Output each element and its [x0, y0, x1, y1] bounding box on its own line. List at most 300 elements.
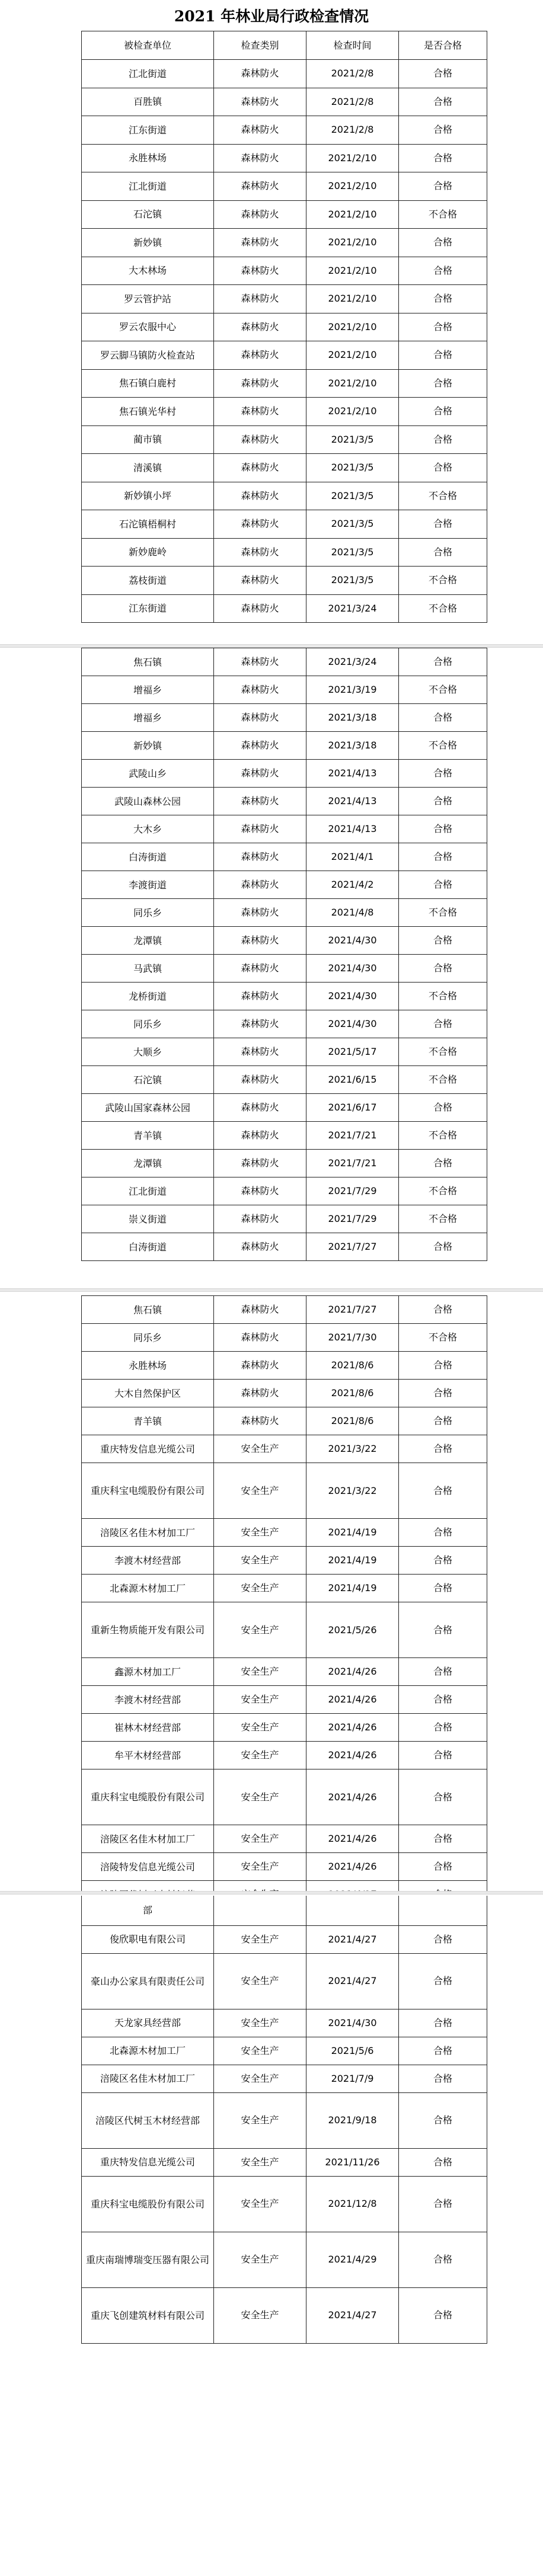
- cell-date: 2021/4/19: [306, 1575, 399, 1602]
- cell-category: 森林防火: [214, 1296, 306, 1324]
- cell-date: 2021/4/30: [306, 927, 399, 955]
- table-row: [82, 1233, 487, 1261]
- table-row: [82, 704, 487, 732]
- cell-date: 2021/4/8: [306, 899, 399, 927]
- cell-category: 森林防火: [214, 1038, 306, 1066]
- cell-category: 森林防火: [214, 341, 306, 370]
- table-row: [82, 594, 487, 623]
- table-row: [82, 676, 487, 704]
- cell-date: 2021/7/29: [306, 1177, 399, 1205]
- cell-result: 合格: [399, 341, 487, 370]
- cell-category: 森林防火: [214, 955, 306, 983]
- cell-date: 2021/7/27: [306, 1296, 399, 1324]
- table-row: [82, 1094, 487, 1122]
- cell-result: 不合格: [399, 1038, 487, 1066]
- cell-date: 2021/3/22: [306, 1463, 399, 1519]
- table-row: [82, 538, 487, 567]
- cell-result: 合格: [399, 1658, 487, 1686]
- table-row: [82, 144, 487, 172]
- table-row: [82, 927, 487, 955]
- table-row: [82, 2232, 487, 2287]
- table-row: [82, 1853, 487, 1881]
- table-row: [82, 510, 487, 539]
- cell-date: 2021/6/15: [306, 1066, 399, 1094]
- cell-date: 2021/3/18: [306, 732, 399, 760]
- cell-result: 不合格: [399, 983, 487, 1010]
- cell-unit: 江北街道: [82, 60, 214, 88]
- table-row: [82, 1296, 487, 1324]
- cell-unit: 涪陵区名佳木材加工厂: [82, 2065, 214, 2092]
- cell-result: 合格: [399, 2009, 487, 2037]
- cell-unit: 重庆科宝电缆股份有限公司: [82, 2176, 214, 2232]
- cell-unit: 重庆特发信息光缆公司: [82, 1435, 214, 1463]
- cell-unit: 重庆科宝电缆股份有限公司: [82, 1769, 214, 1825]
- cell-category: 森林防火: [214, 983, 306, 1010]
- cell-date: 2021/4/27: [306, 2287, 399, 2343]
- document-title: 2021 年林业局行政检查情况: [174, 8, 369, 25]
- table-row: [82, 1825, 487, 1853]
- cell-unit: 同乐乡: [82, 899, 214, 927]
- cell-result: 合格: [399, 425, 487, 454]
- table-row: [82, 285, 487, 313]
- cell-unit: 蔺市镇: [82, 425, 214, 454]
- cell-result: 合格: [399, 1435, 487, 1463]
- cell-result: 不合格: [399, 1324, 487, 1352]
- table-row: [82, 1575, 487, 1602]
- cell-category: 安全生产: [214, 2176, 306, 2232]
- cell-result: 不合格: [399, 200, 487, 229]
- table-row: [82, 1742, 487, 1769]
- cell-unit: 江北街道: [82, 172, 214, 201]
- cell-result: 合格: [399, 648, 487, 676]
- cell-result: 合格: [399, 1407, 487, 1435]
- table-row: [82, 313, 487, 341]
- cell-result: 合格: [399, 510, 487, 539]
- cell-date: 2021/4/2: [306, 871, 399, 899]
- cell-result: 合格: [399, 871, 487, 899]
- table-row: [82, 843, 487, 871]
- page-1: [0, 0, 543, 644]
- cell-date: 2021/12/8: [306, 2176, 399, 2232]
- cell-category: 安全生产: [214, 1769, 306, 1825]
- cell-date: 2021/2/10: [306, 172, 399, 201]
- cell-date: 2021/2/8: [306, 88, 399, 116]
- cell-category: 森林防火: [214, 648, 306, 676]
- cell-category: 森林防火: [214, 732, 306, 760]
- cell-category: 森林防火: [214, 257, 306, 285]
- cell-result: 合格: [399, 1296, 487, 1324]
- cell-unit: 增福乡: [82, 676, 214, 704]
- table-row: [82, 1769, 487, 1825]
- cell-result: 合格: [399, 1010, 487, 1038]
- cell-result: 合格: [399, 1714, 487, 1742]
- cell-unit: 崇义街道: [82, 1205, 214, 1233]
- cell-category: 森林防火: [214, 369, 306, 398]
- cell-result: 合格: [399, 398, 487, 426]
- table-row: [82, 983, 487, 1010]
- table-row: [82, 257, 487, 285]
- cell-category: 森林防火: [214, 567, 306, 595]
- cell-category: 安全生产: [214, 2287, 306, 2343]
- cell-date: 2021/6/17: [306, 1094, 399, 1122]
- table-row: [82, 1150, 487, 1177]
- table-row: [82, 1953, 487, 2009]
- cell-result: 合格: [399, 313, 487, 341]
- cell-date: 2021/3/5: [306, 510, 399, 539]
- cell-category: 森林防火: [214, 60, 306, 88]
- cell-unit: 李渡街道: [82, 871, 214, 899]
- table-row: [82, 60, 487, 88]
- cell-date: 2021/4/26: [306, 1658, 399, 1686]
- cell-result: 合格: [399, 172, 487, 201]
- table-row: [82, 1602, 487, 1658]
- cell-category: 安全生产: [214, 1658, 306, 1686]
- table-row: [82, 2176, 487, 2232]
- cell-date: 2021/2/8: [306, 116, 399, 145]
- page-2: [0, 648, 543, 1288]
- cell-unit: 李渡木材经营部: [82, 1547, 214, 1575]
- table-row: [82, 1519, 487, 1547]
- cell-result: 合格: [399, 1953, 487, 2009]
- cell-date: 2021/2/10: [306, 398, 399, 426]
- cell-date: 2021/4/1: [306, 843, 399, 871]
- cell-category: 森林防火: [214, 760, 306, 788]
- cell-result: 不合格: [399, 594, 487, 623]
- cell-category: 森林防火: [214, 313, 306, 341]
- cell-result: 不合格: [399, 1066, 487, 1094]
- cell-unit: 新妙鹿岭: [82, 538, 214, 567]
- cell-date: 2021/4/26: [306, 1686, 399, 1714]
- cell-unit: 白涛街道: [82, 843, 214, 871]
- table-row: [82, 1925, 487, 1953]
- cell-category: 森林防火: [214, 1233, 306, 1261]
- table-row: [82, 2037, 487, 2065]
- cell-date: 2021/7/29: [306, 1205, 399, 1233]
- table-row: [82, 732, 487, 760]
- cell-category: 森林防火: [214, 398, 306, 426]
- cell-unit: 永胜林场: [82, 144, 214, 172]
- cell-unit: 焦石镇光华村: [82, 398, 214, 426]
- cell-result: 合格: [399, 369, 487, 398]
- cell-category: 安全生产: [214, 1547, 306, 1575]
- cell-unit: 增福乡: [82, 704, 214, 732]
- cell-result: 合格: [399, 454, 487, 482]
- cell-category: 安全生产: [214, 2065, 306, 2092]
- cell-unit: 重庆科宝电缆股份有限公司: [82, 1463, 214, 1519]
- empty-cell: [399, 1896, 487, 1925]
- cell-unit: 重庆南瑞博瑞变压器有限公司: [82, 2232, 214, 2287]
- cell-category: 森林防火: [214, 1066, 306, 1094]
- cell-result: 合格: [399, 1853, 487, 1881]
- table-row: [82, 1352, 487, 1380]
- cell-result: 合格: [399, 1575, 487, 1602]
- cell-result: 不合格: [399, 1122, 487, 1150]
- cell-unit: 北森源木材加工厂: [82, 2037, 214, 2065]
- cell-unit: 涪陵区名佳木材加工厂: [82, 1519, 214, 1547]
- cell-date: 2021/3/18: [306, 704, 399, 732]
- cell-result: 合格: [399, 1925, 487, 1953]
- table-row: [82, 1714, 487, 1742]
- cell-unit: 武陵山乡: [82, 760, 214, 788]
- cell-date: 2021/4/13: [306, 760, 399, 788]
- cell-result: 合格: [399, 2287, 487, 2343]
- page-3: [0, 1292, 543, 1891]
- cell-date: 2021/4/27: [306, 1925, 399, 1953]
- cell-category: 安全生产: [214, 2092, 306, 2148]
- cell-unit: 石沱镇梧桐村: [82, 510, 214, 539]
- cell-category: 森林防火: [214, 1407, 306, 1435]
- cell-date: 2021/3/5: [306, 425, 399, 454]
- table-row: [82, 1547, 487, 1575]
- cell-date: 2021/9/18: [306, 2092, 399, 2148]
- cell-category: 森林防火: [214, 1352, 306, 1380]
- cell-unit: 罗云管护站: [82, 285, 214, 313]
- cell-unit: 青羊镇: [82, 1122, 214, 1150]
- cell-result: 合格: [399, 927, 487, 955]
- cell-result: 合格: [399, 843, 487, 871]
- cell-category: 森林防火: [214, 1150, 306, 1177]
- cell-category: 安全生产: [214, 1714, 306, 1742]
- cell-unit: 大木乡: [82, 815, 214, 843]
- cell-result: 合格: [399, 116, 487, 145]
- cell-result: 合格: [399, 229, 487, 257]
- table-row: [82, 229, 487, 257]
- table-row: [82, 116, 487, 145]
- cell-category: 安全生产: [214, 2037, 306, 2065]
- table-row: [82, 200, 487, 229]
- table-row: [82, 2009, 487, 2037]
- table-row: [82, 1407, 487, 1435]
- cell-unit: 崔林木材经营部: [82, 1714, 214, 1742]
- cell-unit: 永胜林场: [82, 1352, 214, 1380]
- cell-unit: 龙潭镇: [82, 927, 214, 955]
- cell-result: 合格: [399, 1352, 487, 1380]
- table-row: [82, 1122, 487, 1150]
- table-row: [82, 899, 487, 927]
- cell-category: 森林防火: [214, 843, 306, 871]
- cell-unit: 涪陵特发信息光缆公司: [82, 1853, 214, 1881]
- cell-result: 合格: [399, 1150, 487, 1177]
- cell-unit: 焦石镇白鹿村: [82, 369, 214, 398]
- cell-category: 森林防火: [214, 1177, 306, 1205]
- cell-date: 2021/3/5: [306, 454, 399, 482]
- cell-unit: 马武镇: [82, 955, 214, 983]
- cell-date: 2021/7/27: [306, 1233, 399, 1261]
- table-row: [82, 1066, 487, 1094]
- cell-date: 2021/4/30: [306, 2009, 399, 2037]
- cell-result: 合格: [399, 1769, 487, 1825]
- cell-category: 安全生产: [214, 1602, 306, 1658]
- cell-date: 2021/3/22: [306, 1435, 399, 1463]
- cell-category: 森林防火: [214, 1122, 306, 1150]
- cell-unit: 焦石镇: [82, 1296, 214, 1324]
- cell-date: 2021/2/10: [306, 200, 399, 229]
- cell-unit: 焦石镇: [82, 648, 214, 676]
- cell-result: 合格: [399, 788, 487, 815]
- cell-result: 合格: [399, 1686, 487, 1714]
- cell-category: 安全生产: [214, 1953, 306, 2009]
- cell-category: 安全生产: [214, 1925, 306, 1953]
- table-row: [82, 482, 487, 510]
- cell-date: 2021/7/21: [306, 1150, 399, 1177]
- cell-category: 安全生产: [214, 1853, 306, 1881]
- cell-unit: 牟平木材经营部: [82, 1742, 214, 1769]
- cell-result: 合格: [399, 815, 487, 843]
- cell-unit: 同乐乡: [82, 1324, 214, 1352]
- cell-category: 森林防火: [214, 704, 306, 732]
- cell-date: 2021/2/10: [306, 144, 399, 172]
- cell-category: 森林防火: [214, 116, 306, 145]
- cell-unit: 鑫源木材加工厂: [82, 1658, 214, 1686]
- table-row: [82, 341, 487, 370]
- cell-category: 安全生产: [214, 1686, 306, 1714]
- header-date: 检查时间: [306, 31, 399, 60]
- cell-unit: 百胜镇: [82, 88, 214, 116]
- cell-category: 安全生产: [214, 1519, 306, 1547]
- cell-result: 合格: [399, 88, 487, 116]
- table-row: [82, 1038, 487, 1066]
- cell-result: 合格: [399, 760, 487, 788]
- cell-result: 合格: [399, 2065, 487, 2092]
- cell-result: 合格: [399, 257, 487, 285]
- cell-unit: 龙潭镇: [82, 1150, 214, 1177]
- cell-result: 合格: [399, 1742, 487, 1769]
- cell-unit: 青羊镇: [82, 1407, 214, 1435]
- table-row: [82, 567, 487, 595]
- cell-category: 森林防火: [214, 285, 306, 313]
- cell-category: 森林防火: [214, 1094, 306, 1122]
- cell-category: 森林防火: [214, 172, 306, 201]
- cell-date: 2021/4/19: [306, 1519, 399, 1547]
- table-row: [82, 1686, 487, 1714]
- cell-unit: 大顺乡: [82, 1038, 214, 1066]
- cell-unit: 白涛街道: [82, 1233, 214, 1261]
- cell-unit: 江北街道: [82, 1177, 214, 1205]
- cell-date: 2021/3/5: [306, 482, 399, 510]
- cell-unit: 同乐乡: [82, 1010, 214, 1038]
- cell-date: 2021/2/10: [306, 313, 399, 341]
- cell-result: 合格: [399, 2232, 487, 2287]
- cell-result: 合格: [399, 2037, 487, 2065]
- cell-result: 不合格: [399, 567, 487, 595]
- table-row: [82, 1324, 487, 1352]
- header-category: 检查类别: [214, 31, 306, 60]
- cell-category: 森林防火: [214, 538, 306, 567]
- cell-unit: 豪山办公家具有限责任公司: [82, 1953, 214, 2009]
- table-row: [82, 955, 487, 983]
- cell-unit: 李渡木材经营部: [82, 1686, 214, 1714]
- cell-category: 森林防火: [214, 1324, 306, 1352]
- cell-unit: 北森源木材加工厂: [82, 1575, 214, 1602]
- table-row: [82, 2287, 487, 2343]
- cell-date: 2021/4/13: [306, 815, 399, 843]
- cell-category: 安全生产: [214, 2148, 306, 2176]
- cell-result: 合格: [399, 1094, 487, 1122]
- cell-unit: 涪陵区代树玉木材经营部: [82, 2092, 214, 2148]
- cell-category: 森林防火: [214, 927, 306, 955]
- cell-category: 森林防火: [214, 229, 306, 257]
- cell-result: 不合格: [399, 732, 487, 760]
- cell-result: 合格: [399, 285, 487, 313]
- cell-unit: 大木林场: [82, 257, 214, 285]
- cell-result: 合格: [399, 1602, 487, 1658]
- cell-date: 2021/4/26: [306, 1853, 399, 1881]
- cell-category: 森林防火: [214, 88, 306, 116]
- cell-result: 不合格: [399, 1205, 487, 1233]
- inspection-table-page-3: [81, 1295, 487, 1909]
- cell-unit: 新妙镇: [82, 229, 214, 257]
- cell-result: 合格: [399, 955, 487, 983]
- inspection-table-page-4: [81, 1896, 487, 2344]
- table-row: [82, 788, 487, 815]
- cell-unit: 俊欣职电有限公司: [82, 1925, 214, 1953]
- cell-result: 不合格: [399, 482, 487, 510]
- cell-date: 2021/4/26: [306, 1714, 399, 1742]
- cell-date: 2021/4/27: [306, 1953, 399, 2009]
- table-row: [82, 871, 487, 899]
- cell-date: 2021/5/17: [306, 1038, 399, 1066]
- cell-date: 2021/3/5: [306, 567, 399, 595]
- table-row: [82, 369, 487, 398]
- continuation-row: [82, 1896, 487, 1925]
- cell-category: 森林防火: [214, 1010, 306, 1038]
- cell-date: 2021/7/21: [306, 1122, 399, 1150]
- table-row: [82, 2148, 487, 2176]
- cell-date: 2021/2/10: [306, 341, 399, 370]
- cell-date: 2021/4/26: [306, 1742, 399, 1769]
- cell-unit: 罗云脚马镇防火检查站: [82, 341, 214, 370]
- table-row: [82, 454, 487, 482]
- continued-unit-text: 部: [82, 1896, 214, 1925]
- cell-category: 森林防火: [214, 871, 306, 899]
- cell-date: 2021/3/24: [306, 594, 399, 623]
- cell-unit: 大木自然保护区: [82, 1380, 214, 1407]
- cell-category: 森林防火: [214, 1205, 306, 1233]
- table-row: [82, 2092, 487, 2148]
- cell-unit: 重新生物质能开发有限公司: [82, 1602, 214, 1658]
- cell-result: 不合格: [399, 1177, 487, 1205]
- table-row: [82, 425, 487, 454]
- inspection-table-page-2: [81, 648, 487, 1261]
- cell-date: 2021/2/10: [306, 369, 399, 398]
- table-row: [82, 815, 487, 843]
- cell-date: 2021/4/30: [306, 983, 399, 1010]
- header-unit: 被检查单位: [82, 31, 214, 60]
- cell-result: 合格: [399, 538, 487, 567]
- table-row: [82, 2065, 487, 2092]
- cell-category: 安全生产: [214, 2009, 306, 2037]
- cell-unit: 重庆飞创建筑材料有限公司: [82, 2287, 214, 2343]
- cell-unit: 天龙家具经营部: [82, 2009, 214, 2037]
- cell-date: 2021/8/6: [306, 1380, 399, 1407]
- cell-result: 合格: [399, 1463, 487, 1519]
- cell-date: 2021/7/9: [306, 2065, 399, 2092]
- cell-unit: 武陵山森林公园: [82, 788, 214, 815]
- table-row: [82, 1380, 487, 1407]
- cell-date: 2021/8/6: [306, 1352, 399, 1380]
- cell-unit: 石沱镇: [82, 1066, 214, 1094]
- cell-category: 森林防火: [214, 594, 306, 623]
- cell-date: 2021/5/26: [306, 1602, 399, 1658]
- cell-result: 合格: [399, 2092, 487, 2148]
- cell-result: 合格: [399, 144, 487, 172]
- cell-category: 森林防火: [214, 510, 306, 539]
- inspection-table-page-1: [81, 31, 487, 623]
- cell-date: 2021/2/10: [306, 229, 399, 257]
- cell-category: 安全生产: [214, 2232, 306, 2287]
- cell-result: 合格: [399, 1233, 487, 1261]
- cell-result: 合格: [399, 704, 487, 732]
